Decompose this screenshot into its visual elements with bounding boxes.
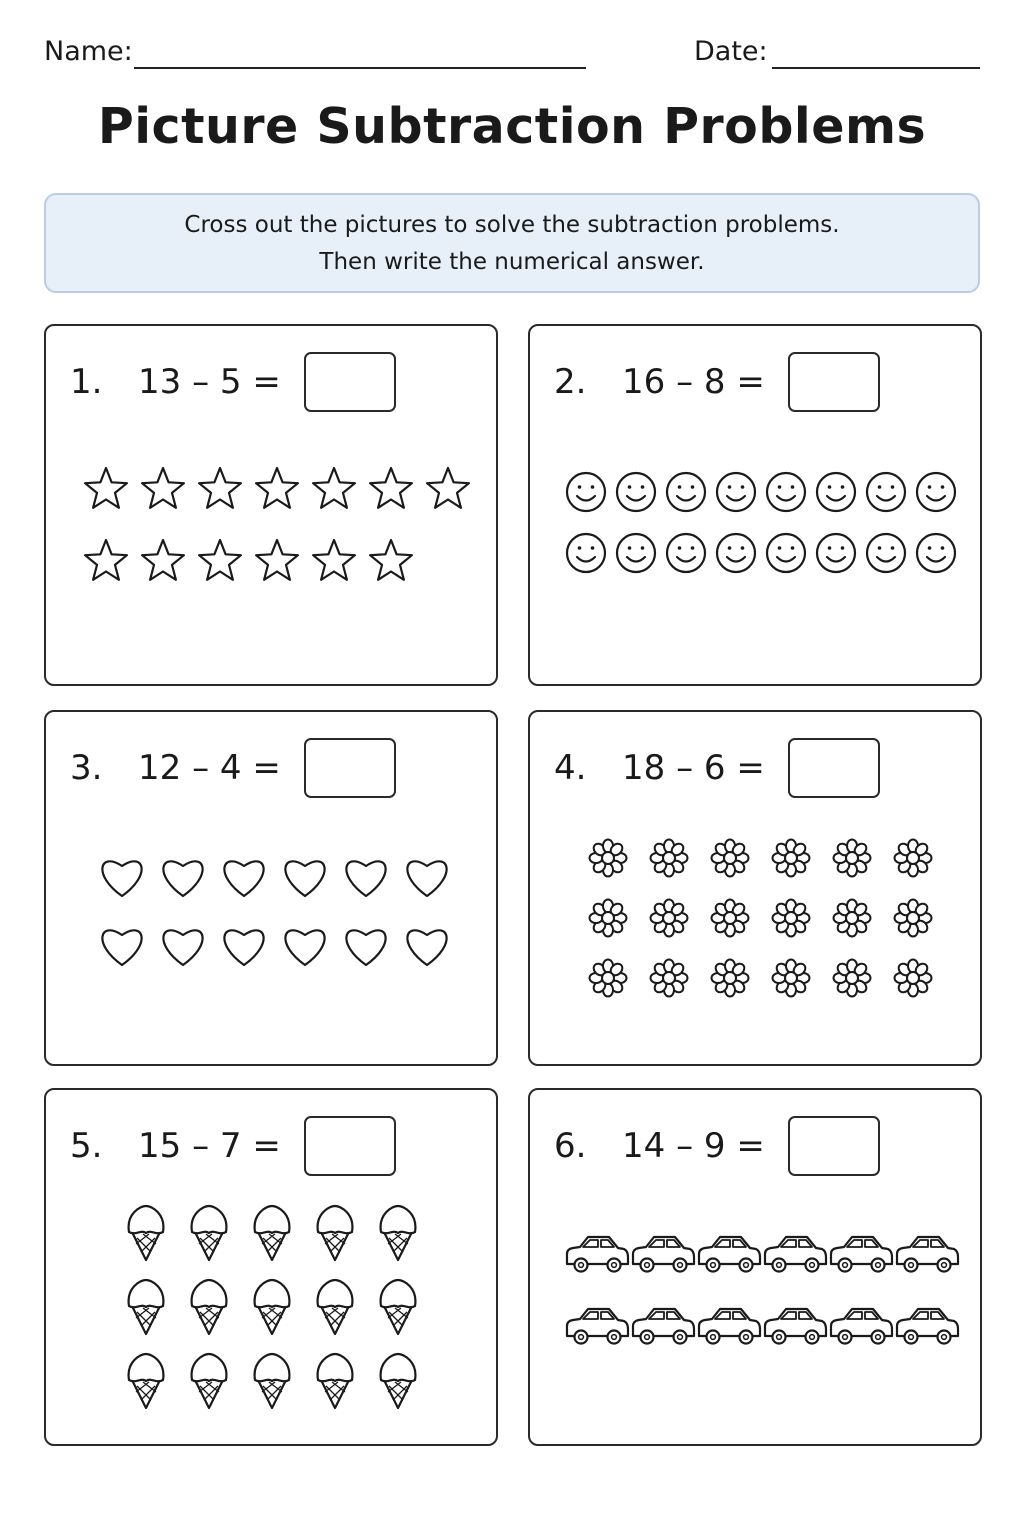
flower-icon[interactable]: [712, 840, 749, 877]
flower-icon[interactable]: [651, 960, 688, 997]
problem-card-6: [528, 1088, 982, 1446]
date-write-line[interactable]: [772, 67, 980, 69]
star-icon[interactable]: [199, 540, 241, 580]
ice-cream-cone-icon-group: [46, 1090, 500, 1448]
name-label: Name:: [44, 36, 133, 67]
flower-icon[interactable]: [895, 960, 932, 997]
ice-cream-cone-icon[interactable]: [192, 1206, 227, 1260]
smiley-face-icon-group: [530, 326, 984, 688]
problem-equation: 14 – 9 =: [622, 1126, 765, 1166]
problem-equation: 18 – 6 =: [622, 748, 765, 788]
problem-number: 2.: [554, 362, 587, 402]
smiley-face-icon[interactable]: [917, 473, 955, 511]
smiley-face-icon[interactable]: [867, 473, 905, 511]
smiley-face-icon[interactable]: [567, 534, 605, 572]
star-icon[interactable]: [370, 468, 412, 508]
problem-number: 4.: [554, 748, 587, 788]
smiley-face-icon[interactable]: [617, 473, 655, 511]
smiley-face-icon[interactable]: [617, 534, 655, 572]
problem-equation: 15 – 7 =: [138, 1126, 281, 1166]
flower-icon[interactable]: [651, 840, 688, 877]
star-icon-group: [46, 326, 500, 688]
flower-icon[interactable]: [712, 960, 749, 997]
problem-equation: 12 – 4 =: [138, 748, 281, 788]
flower-icon-group: [530, 712, 984, 1068]
car-icon[interactable]: [897, 1237, 958, 1272]
flower-icon[interactable]: [773, 840, 810, 877]
heart-icon[interactable]: [407, 930, 446, 965]
problem-equation: 16 – 8 =: [622, 362, 765, 402]
ice-cream-cone-icon[interactable]: [318, 1354, 353, 1408]
ice-cream-cone-icon[interactable]: [381, 1280, 416, 1334]
heart-icon[interactable]: [102, 861, 141, 896]
smiley-face-icon[interactable]: [867, 534, 905, 572]
smiley-face-icon[interactable]: [667, 534, 705, 572]
date-label: Date:: [694, 36, 768, 67]
car-icon[interactable]: [897, 1309, 958, 1344]
flower-icon[interactable]: [590, 960, 627, 997]
ice-cream-cone-icon[interactable]: [255, 1354, 290, 1408]
car-icon[interactable]: [765, 1309, 826, 1344]
star-icon[interactable]: [370, 540, 412, 580]
header-row: [44, 36, 980, 76]
smiley-face-icon[interactable]: [717, 473, 755, 511]
problem-card-2: [528, 324, 982, 686]
flower-icon[interactable]: [834, 840, 871, 877]
star-icon[interactable]: [85, 540, 127, 580]
problem-card-5: [44, 1088, 498, 1446]
star-icon[interactable]: [85, 468, 127, 508]
heart-icon-group: [46, 712, 500, 1068]
name-write-line[interactable]: [134, 67, 586, 69]
ice-cream-cone-icon[interactable]: [129, 1206, 164, 1260]
star-icon[interactable]: [427, 468, 469, 508]
problem-card-1: [44, 324, 498, 686]
car-icon[interactable]: [633, 1237, 694, 1272]
smiley-face-icon[interactable]: [567, 473, 605, 511]
car-icon[interactable]: [699, 1309, 760, 1344]
smiley-face-icon[interactable]: [817, 473, 855, 511]
flower-icon[interactable]: [834, 960, 871, 997]
problem-number: 3.: [70, 748, 103, 788]
problem-equation: 13 – 5 =: [138, 362, 281, 402]
smiley-face-icon[interactable]: [817, 534, 855, 572]
star-icon[interactable]: [313, 540, 355, 580]
flower-icon[interactable]: [590, 900, 627, 937]
smiley-face-icon[interactable]: [767, 534, 805, 572]
star-icon[interactable]: [256, 468, 298, 508]
flower-icon[interactable]: [895, 840, 932, 877]
flower-icon[interactable]: [895, 900, 932, 937]
flower-icon[interactable]: [834, 900, 871, 937]
heart-icon[interactable]: [102, 930, 141, 965]
car-icon-group: [530, 1090, 984, 1448]
heart-icon[interactable]: [224, 930, 263, 965]
ice-cream-cone-icon[interactable]: [318, 1206, 353, 1260]
problem-card-4: [528, 710, 982, 1066]
star-icon[interactable]: [313, 468, 355, 508]
heart-icon[interactable]: [346, 930, 385, 965]
ice-cream-cone-icon[interactable]: [192, 1280, 227, 1334]
problem-number: 1.: [70, 362, 103, 402]
flower-icon[interactable]: [712, 900, 749, 937]
page-title: Picture Subtraction Problems: [97, 98, 927, 155]
ice-cream-cone-icon[interactable]: [129, 1280, 164, 1334]
smiley-face-icon[interactable]: [917, 534, 955, 572]
ice-cream-cone-icon[interactable]: [129, 1354, 164, 1408]
smiley-face-icon[interactable]: [717, 534, 755, 572]
car-icon[interactable]: [567, 1309, 628, 1344]
car-icon[interactable]: [699, 1237, 760, 1272]
flower-icon[interactable]: [651, 900, 688, 937]
star-icon[interactable]: [199, 468, 241, 508]
heart-icon[interactable]: [224, 861, 263, 896]
smiley-face-icon[interactable]: [767, 473, 805, 511]
instructions-line-2: Then write the numerical answer.: [319, 249, 705, 275]
flower-icon[interactable]: [590, 840, 627, 877]
ice-cream-cone-icon[interactable]: [318, 1280, 353, 1334]
flower-icon[interactable]: [773, 960, 810, 997]
instructions-box: [44, 193, 980, 293]
ice-cream-cone-icon[interactable]: [381, 1354, 416, 1408]
ice-cream-cone-icon[interactable]: [381, 1206, 416, 1260]
star-icon[interactable]: [256, 540, 298, 580]
heart-icon[interactable]: [285, 930, 324, 965]
flower-icon[interactable]: [773, 900, 810, 937]
smiley-face-icon[interactable]: [667, 473, 705, 511]
ice-cream-cone-icon[interactable]: [255, 1206, 290, 1260]
heart-icon[interactable]: [346, 861, 385, 896]
heart-icon[interactable]: [285, 861, 324, 896]
star-icon[interactable]: [142, 540, 184, 580]
heart-icon[interactable]: [163, 861, 202, 896]
car-icon[interactable]: [633, 1309, 694, 1344]
ice-cream-cone-icon[interactable]: [255, 1280, 290, 1334]
instructions-line-1: Cross out the pictures to solve the subtraction problems.: [184, 212, 840, 238]
star-icon[interactable]: [142, 468, 184, 508]
problem-number: 6.: [554, 1126, 587, 1166]
heart-icon[interactable]: [407, 861, 446, 896]
problem-card-3: [44, 710, 498, 1066]
car-icon[interactable]: [831, 1309, 892, 1344]
problem-number: 5.: [70, 1126, 103, 1166]
heart-icon[interactable]: [163, 930, 202, 965]
ice-cream-cone-icon[interactable]: [192, 1354, 227, 1408]
car-icon[interactable]: [567, 1237, 628, 1272]
car-icon[interactable]: [765, 1237, 826, 1272]
car-icon[interactable]: [831, 1237, 892, 1272]
